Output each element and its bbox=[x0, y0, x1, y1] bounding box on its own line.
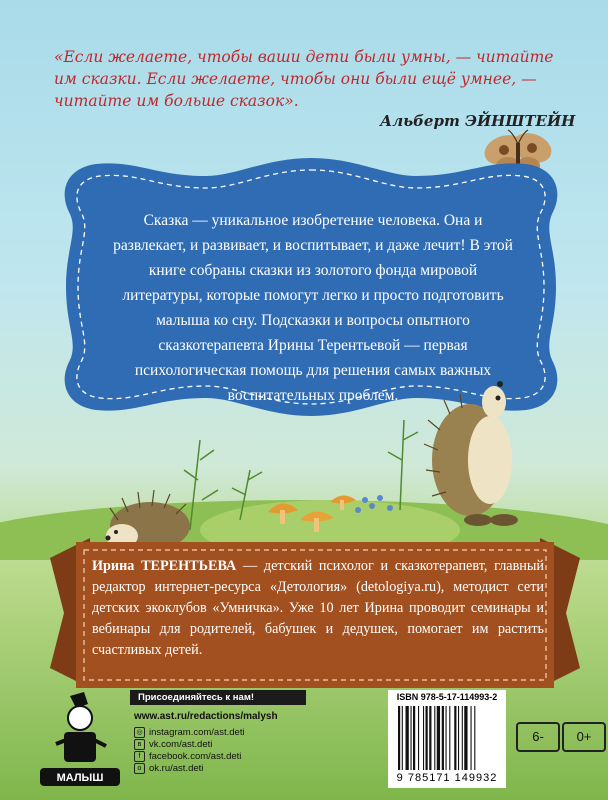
age-rating-0: 0+ bbox=[562, 722, 606, 752]
social-links bbox=[130, 690, 380, 774]
facebook-icon: f bbox=[134, 751, 145, 762]
author-description: — детский психолог и сказкотерапевт, главный редактор интернет-ресурса «Детология» (detologiya.ru), методист сети детских экоклубов «Умничка». Уже 10 лет Ирина проводит семинары и вебинары для родителей, бабушек и дедушек, помогает им растить счастливых детей. bbox=[92, 558, 544, 658]
age-rating-6: 6- bbox=[516, 722, 560, 752]
blurb-text: Сказка — уникальное изобретение человека. Она и развлекает, и развивает, и воспитывает, и даже лечит! В этой книге собраны сказки из золотого фонда мировой литературы, которые помогут легко и просто подготовить малыша ко сну. Подсказки и вопросы опытного сказкотерапевта Ирины Терентьевой — первая психологическая помощь для решения самых важных воспитательных проблем. bbox=[113, 212, 513, 404]
meadow-illustration bbox=[0, 380, 608, 560]
epigraph-author: Альберт ЭЙНШТЕЙН bbox=[380, 112, 576, 130]
vk-icon: в bbox=[134, 739, 145, 750]
website-link[interactable]: www.ast.ru/redactions/malysh bbox=[134, 711, 278, 722]
social-link-instagram[interactable]: ◎ instagram.com/ast.deti bbox=[134, 726, 380, 738]
barcode-panel bbox=[388, 690, 506, 788]
publisher-logo bbox=[36, 690, 124, 790]
author-bio bbox=[92, 556, 544, 661]
join-us-label: Присоединяйтесь к нам! bbox=[130, 690, 306, 705]
isbn-number: ISBN 978-5-17-114993-2 bbox=[396, 692, 498, 702]
epigraph-quote: «Если желаете, чтобы ваши дети были умны, — читайте им сказки. Если желаете, чтобы они были ещё умнее, — читайте им больше сказок». bbox=[54, 48, 554, 110]
ok-icon: о bbox=[134, 763, 145, 774]
social-link-ok[interactable]: о ok.ru/ast.deti bbox=[134, 762, 380, 774]
social-link-vk[interactable]: в vk.com/ast.deti bbox=[134, 738, 380, 750]
instagram-icon: ◎ bbox=[134, 727, 145, 738]
social-link-facebook[interactable]: f facebook.com/ast.deti bbox=[134, 750, 380, 762]
author-name: Ирина ТЕРЕНТЬЕВА bbox=[92, 558, 237, 574]
publisher-name: МАЛЫШ bbox=[56, 772, 104, 784]
barcode-icon bbox=[398, 706, 498, 770]
ean-number: 9 785171 149932 bbox=[396, 772, 498, 784]
